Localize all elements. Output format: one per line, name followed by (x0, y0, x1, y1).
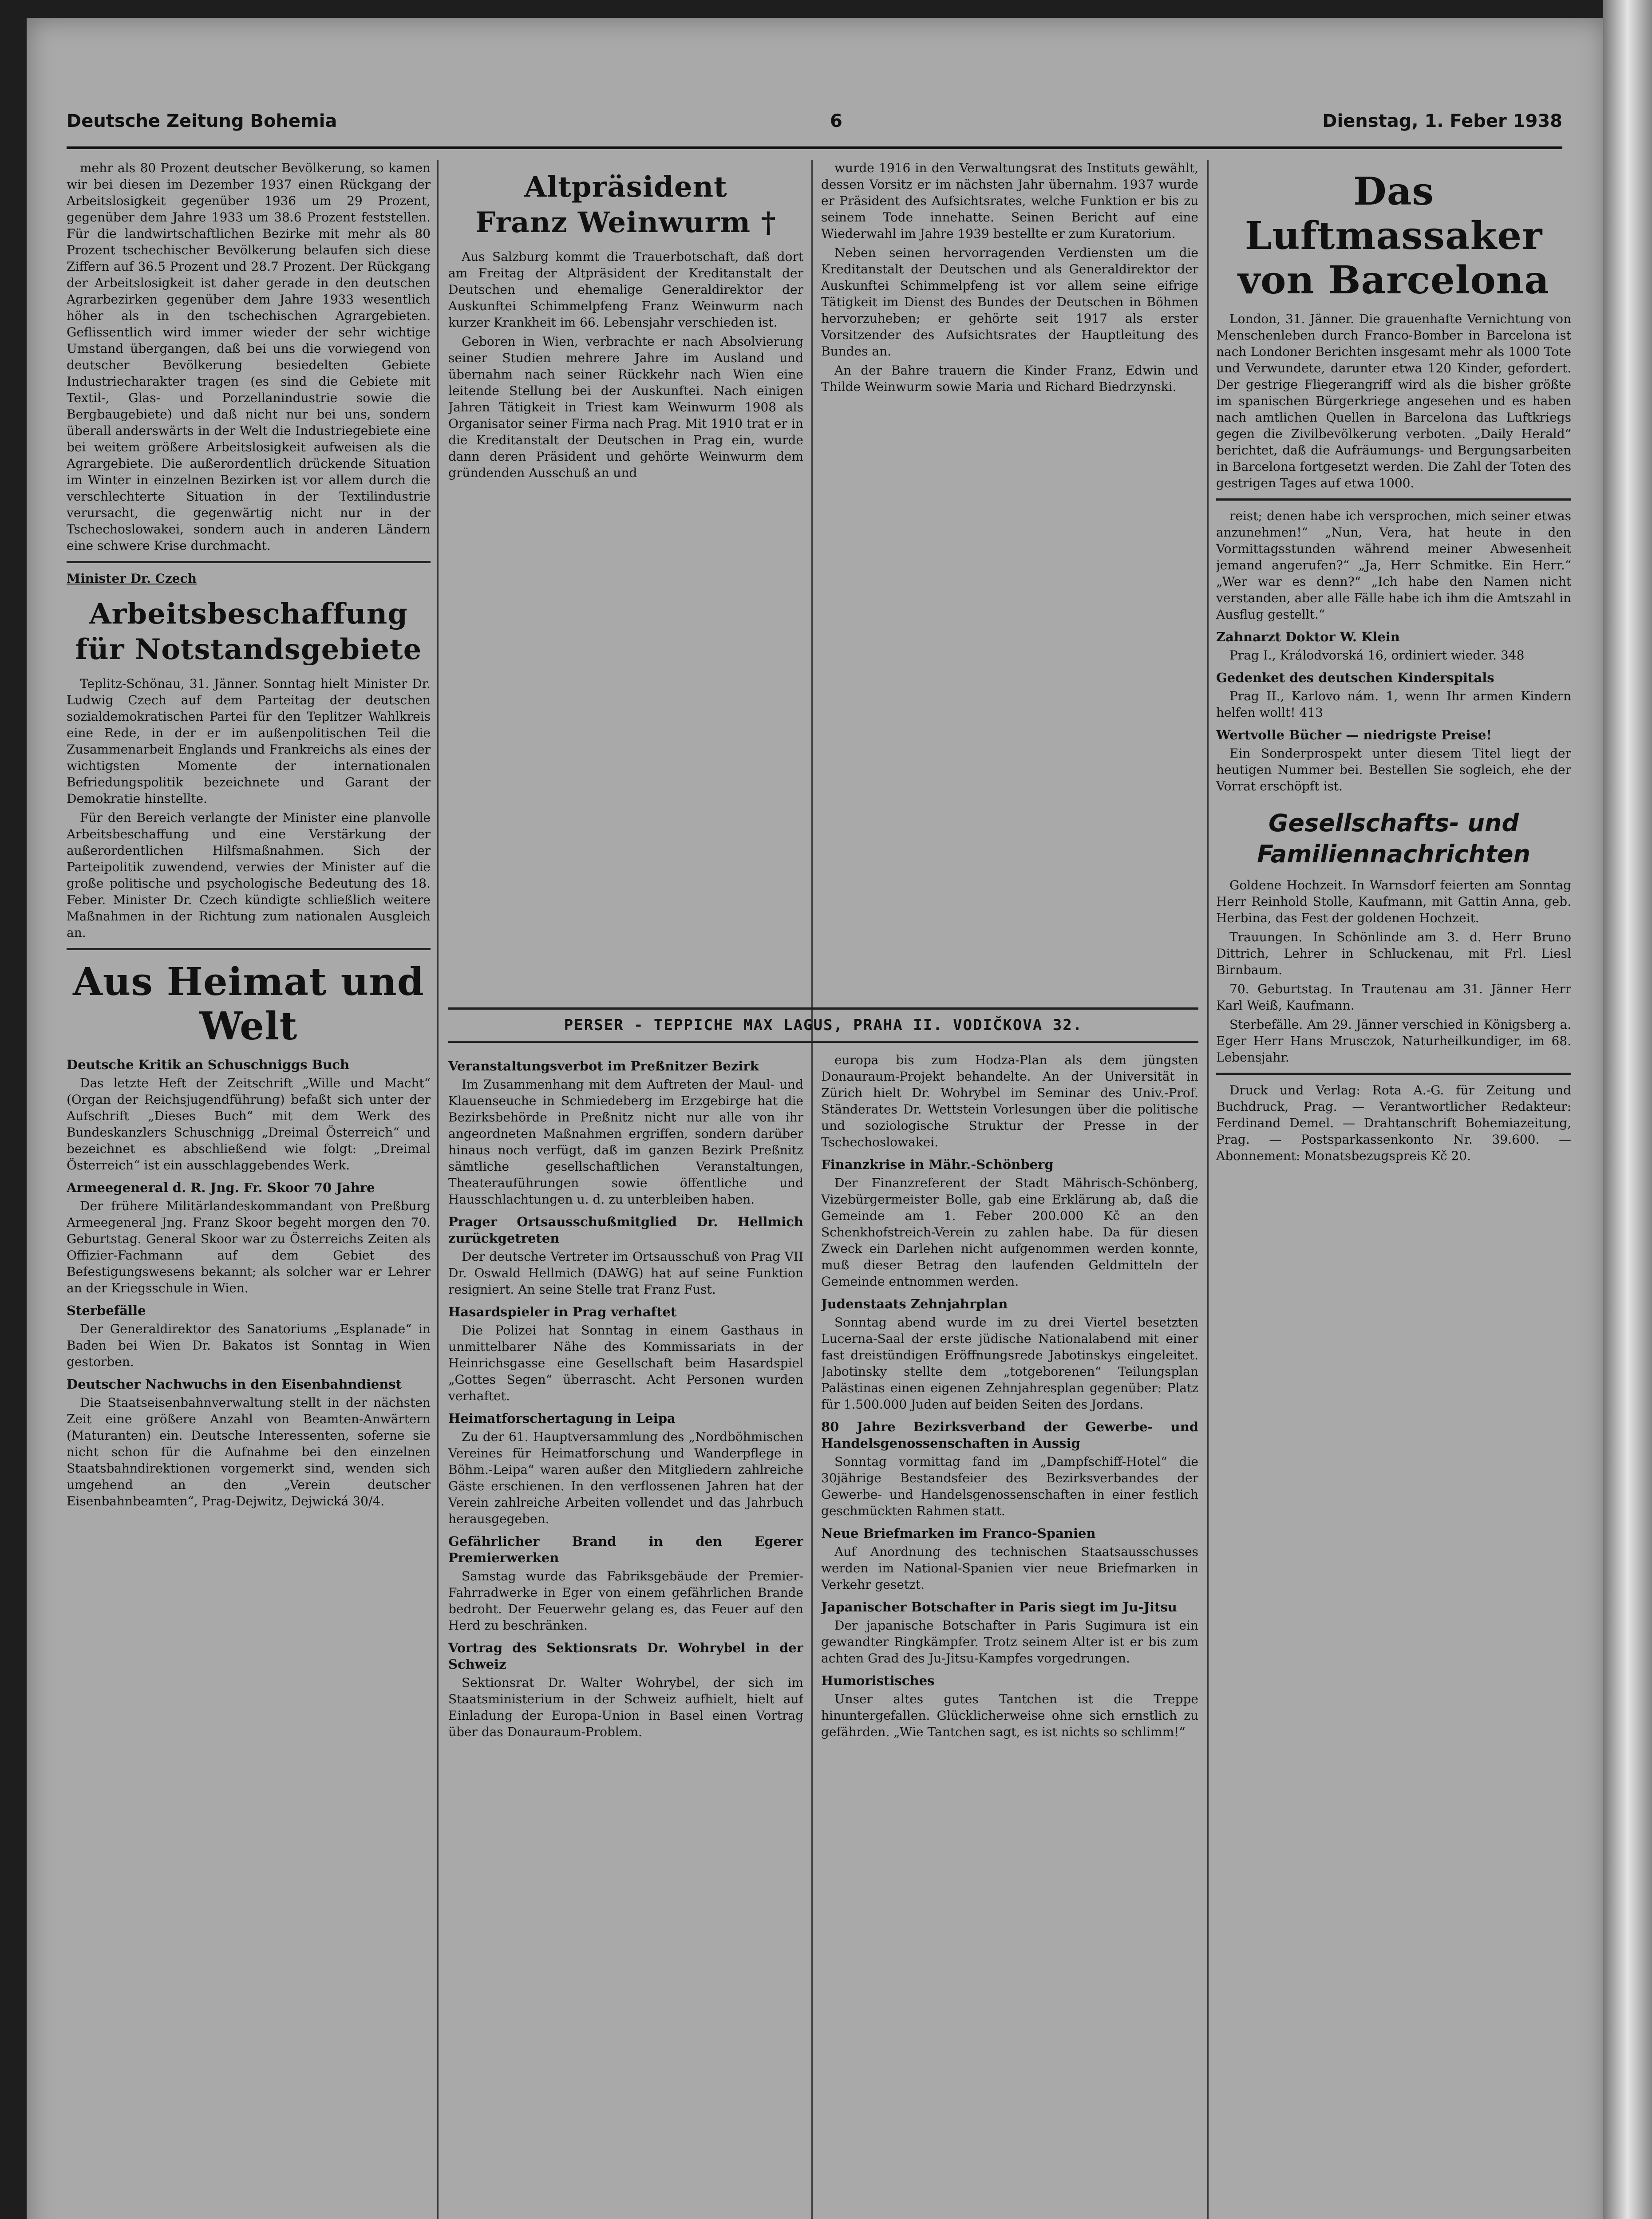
section-title: Veranstaltungsverbot im Preßnitzer Bezirk (448, 1058, 759, 1074)
article-text: Teplitz-Schönau, 31. Jänner. Sonntag hielt Minister Dr. Ludwig Czech auf dem Parteitag der deutschen sozialdemokratischen Partei für den Teplitzer Wahlkreis eine Rede, in der er im außenpolitischen Teil die Zusammenarbeit Englands und Frankreichs als eines der wichtigsten Momente der internationalen Befriedungspolitik bezeichnete und Garant der Demokratie hinstellte. (67, 676, 431, 806)
article-text: Auf Anordnung des technischen Staatsausschusses werden im National-Spanien vier neue Briefmarken in Verkehr gesetzt. (821, 1544, 1198, 1592)
notice-title: Gedenket des deutschen Kinderspitals (1216, 670, 1494, 685)
separator (1216, 498, 1571, 501)
section-title: Sterbefälle (67, 1303, 146, 1318)
headline: Altpräsident Franz Weinwurm † (475, 170, 776, 239)
article-text: London, 31. Jänner. Die grauenhafte Vernichtung von Menschenleben durch Franco-Bomber in Barcelona ist nach Londoner Berichten insgesamt mehr als 1000 Tote und Verwundete, darunter etwa 120 Kinder, gefordert. Der gestrige Fliegerangriff wird als die bisher größte im spanischen Bürgerkriege angesehen und es haben nach amtlichen Quellen in Barcelona das Luftkriegs gegen die Zivilbevölkerung verboten. „Daily Herald“ berichtet, daß die Aufräumungs- und Bergungsarbeiten in Barcelona fortgesetzt werden. Die Zahl der Toten des gestrigen Tages auf etwa 1000. (1216, 312, 1571, 490)
section-headline: Aus Heimat und Welt (73, 959, 424, 1049)
family-news-headline: Gesellschafts- und Familiennachrichten (1257, 809, 1530, 868)
section-title: Japanischer Botschafter in Paris siegt im Ju-Jitsu (821, 1599, 1177, 1615)
section-title: Humoristisches (821, 1673, 935, 1688)
article-text: Im Zusammenhang mit dem Auftreten der Maul- und Klauenseuche in Schmiedeberg im Erzgebirge hat die Bezirksbehörde in Preßnitz nicht nur alle von ihr angeordneten Maßnahmen ergriffen, sondern darüber hinaus noch verfügt, daß im ganzen Bezirk Preßnitz sämtliche gesellschaftlichen Veranstaltungen, Theaterauführungen sowie öffentliche und Hausschlachtungen u. d. zu unterbleiben haben. (448, 1077, 803, 1207)
page-edge (1603, 0, 1652, 2219)
family-item: Trauungen. In Schönlinde am 3. d. Herr Bruno Dittrich, Lehrer in Schluckenau, mit Frl. Liesl Birnbaum. (1216, 930, 1571, 977)
column-divider (811, 160, 813, 2219)
imprint: Druck und Verlag: Rota A.-G. für Zeitung und Buchdruck, Prag. — Verantwortlicher Redakteur: Ferdinand Demel. — Drahtanschrift Bohemiazeitung, Prag. — Postsparkassenkonto Nr. 39.600. — Abonnement: Monatsbezugspreis Kč 20. (1216, 1083, 1571, 1163)
article-text: wurde 1916 in den Verwaltungsrat des Instituts gewählt, dessen Vorsitz er im nächsten Jahr übernahm. 1937 wurde er Präsident des Aufsichtsrates, welche Funktion er bis zu seinem Tode innehatte. Seinen Bericht auf eine Wiederwahl im Jahre 1939 bestellte er zum Kuratorium. (821, 161, 1198, 241)
column-1 (67, 160, 431, 2219)
article-text: Der Finanzreferent der Stadt Mährisch-Schönberg, Vizebürgermeister Bolle, gab eine Erklärung ab, daß die Gemeinde am 1. Feber 200.000 Kč an den Schenkhofstreich-Verein zu zahlen habe. Da für diesen Zweck ein Darlehen nicht aufgenommen werden konnte, muß dieser Betrag den laufenden Geldmitteln der Gemeinde entnommen werden. (821, 1176, 1198, 1289)
article-text: europa bis zum Hodza-Plan als dem jüngsten Donauraum-Projekt behandelte. An der Universität in Zürich hielt Dr. Wohrybel im Seminar des Univ.-Prof. Ständerates Dr. Wettstein Vorlesungen über die politische und soziologische Struktur der Presse in der Tschechoslowakei. (821, 1053, 1198, 1149)
article-text: Unser altes gutes Tantchen ist die Treppe hinuntergefallen. Glücklicherweise ohne sich ernstlich zu gefährden. „Wie Tantchen sagt, es ist nichts so schlimm!“ (821, 1692, 1198, 1739)
running-head (67, 111, 1562, 138)
headline: Arbeitsbeschaffung für Notstandsgebiete (75, 597, 422, 666)
separator (67, 948, 431, 950)
separator (67, 561, 431, 563)
column-2-top (448, 160, 803, 994)
section-title: Deutsche Kritik an Schuschniggs Buch (67, 1057, 350, 1072)
header-rule (67, 146, 1562, 149)
masthead-name: Deutsche Zeitung Bohemia (67, 111, 337, 131)
article-text: Aus Salzburg kommt die Trauerbotschaft, daß dort am Freitag der Altpräsident der Kreditanstalt der Deutschen und ehemalige Generaldirektor der Auskunftei Schimmelpfeng Franz Weinwurm nach kurzer Krankheit im 66. Lebensjahr verschieden ist. (448, 249, 803, 330)
section-title: Prager Ortsausschußmitglied Dr. Hellmich zurückgetreten (448, 1214, 803, 1246)
article-text: Die Staatseisenbahnverwaltung stellt in der nächsten Zeit eine größere Anzahl von Beamten-Anwärtern (Maturanten) ein. Deutsche Interessenten, soferne sie nicht schon für die Aufnahme bei den einzelnen Staatsbahndirektionen vorgemerkt sind, wenden sich umgehend an den „Verein deutscher Eisenbahnbeamten“, Prag-Dejwitz, Dejwická 30/4. (67, 1395, 431, 1508)
article-text: Geboren in Wien, verbrachte er nach Absolvierung seiner Studien mehrere Jahre im Ausland und übernahm nach seiner Rückkehr nach Wien eine leitende Stellung bei der Auskunftei. Nach einigen Jahren Tätigkeit in Triest kam Weinwurm 1908 als Organisator seiner Firma nach Prag. Mit 1910 trat er in die Kreditanstalt der Deutschen in Prag ein, wurde dann deren Präsident und gehörte Weinwurm dem gründenden Ausschuß an und (448, 334, 803, 480)
notice-title: Zahnarzt Doktor W. Klein (1216, 629, 1400, 644)
separator (1216, 1073, 1571, 1075)
article-text: reist; denen habe ich versprochen, mich seiner etwas anzunehmen!“ „Nun, Vera, hat heute in den Vormittagsstunden während meiner Abwesenheit jemand angerufen?“ „Ja, Herr Schmitke. Ein Herr.“ „Wer war es denn?“ „Ich habe den Namen nicht verstanden, aber alle Fälle habe ich ihm die Amtszahl in Ausflug gestellt.“ (1216, 509, 1571, 622)
section-title: Judenstaats Zehnjahrplan (821, 1296, 1008, 1311)
section-title: Heimatforschertagung in Leipa (448, 1411, 676, 1426)
column-2-bottom (448, 1052, 803, 2219)
article-text: Zu der 61. Hauptversammlung des „Nordböhmischen Vereines für Heimatforschung und Wanderpflege in Böhm.-Leipa“ waren außer den Mitgliedern zahlreiche Gäste erschienen. In den verflossenen Jahren hat der Verein zahlreiche Arbeiten vollendet und das Jahrbuch herausgegeben. (448, 1429, 803, 1526)
column-4 (1216, 160, 1571, 2219)
column-3-bottom (821, 1052, 1198, 2219)
article-text: Für den Bereich verlangte der Minister eine planvolle Arbeitsbeschaffung und eine Verstärkung der außerordentlichen Hilfsmaßnahmen. Sich der Parteipolitik zuwendend, verwies der Minister auf die große politische und psychologische Bedeutung des 18. Feber. Minister Dr. Czech kündigte schließlich weitere Maßnahmen in der Richtung zum nationalen Ausgleich an. (67, 810, 431, 940)
family-item: Goldene Hochzeit. In Warnsdorf feierten am Sonntag Herr Reinhold Stolle, Kaufmann, mit Gattin Anna, geb. Herbina, das Fest der goldenen Hochzeit. (1216, 878, 1571, 925)
family-item: 70. Geburtstag. In Trautenau am 31. Jänner Herr Karl Weiß, Kaufmann. (1216, 982, 1571, 1013)
article-text: Der Generaldirektor des Sanatoriums „Esplanade“ in Baden bei Wien Dr. Bakatos ist Sonntag in Wien gestorben. (67, 1322, 431, 1369)
column-divider (1207, 160, 1209, 2219)
section-title: Vortrag des Sektionsrats Dr. Wohrybel in der Schweiz (448, 1640, 803, 1672)
article-text: Die Polizei hat Sonntag in einem Gasthaus in unmittelbarer Nähe des Kommissariats in der Heinrichsgasse eine Gesellschaft beim Hasardspiel „Gottes Segen“ überrascht. Acht Personen wurden verhaftet. (448, 1323, 803, 1403)
issue-date: Dienstag, 1. Feber 1938 (1322, 111, 1562, 131)
notice-text: Ein Sonderprospekt unter diesem Titel liegt der heutigen Nummer bei. Bestellen Sie sogleich, ehe der Vorrat erschöpft ist. (1216, 746, 1571, 794)
notice-text: Prag I., Králodvorská 16, ordiniert wieder. 348 (1229, 648, 1525, 663)
article-text: Sektionsrat Dr. Walter Wohrybel, der sich im Staatsministerium in der Schweiz aufhielt, hielt auf Einladung der Europa-Union in Basel einen Vortrag über das Donauraum-Problem. (448, 1675, 803, 1739)
article-text: Der deutsche Vertreter im Ortsausschuß von Prag VII Dr. Oswald Hellmich (DAWG) hat auf seine Funktion resigniert. An seine Stelle trat Franz Fust. (448, 1249, 803, 1297)
article-text: Der japanische Botschafter in Paris Sugimura ist ein gewandter Ringkämpfer. Trotz seinem Alter ist er bis zum achten Grad des Ju-Jitsu-Kampfes vorgedrungen. (821, 1618, 1198, 1666)
section-title: 80 Jahre Bezirksverband der Gewerbe- und Handelsgenossenschaften in Aussig (821, 1419, 1198, 1451)
headline: Das Luftmassaker von Barcelona (1238, 169, 1549, 303)
page-number: 6 (830, 111, 842, 131)
family-item: Sterbefälle. Am 29. Jänner verschied in Königsberg a. Eger Herr Hans Mrusczok, Naturheilkundiger, im 68. Lebensjahr. (1216, 1017, 1571, 1065)
newspaper-page (27, 18, 1607, 2219)
article-text: Samstag wurde das Fabriksgebäude der Premier-Fahrradwerke in Eger von einem gefährlichen Brande bedroht. Der Feuerwehr gelang es, das Feuer auf den Herd zu beschränken. (448, 1569, 803, 1633)
notice-title: Wertvolle Bücher — niedrigste Preise! (1216, 727, 1492, 742)
advertisement-banner: PERSER - TEPPICHE MAX LAGUS, PRAHA II. VODIČKOVA 32. (448, 1007, 1198, 1043)
article-text: Der frühere Militärlandeskommandant von Preßburg Armeegeneral Jng. Franz Skoor begeht morgen den 70. Geburtstag. General Skoor war zu Österreichs Zeiten als Offizier-Fachmann auf dem Gebiet des Befestigungswesens bekannt; als solcher war er Lehrer an der Kriegsschule in Wien. (67, 1199, 431, 1295)
article-text: mehr als 80 Prozent deutscher Bevölkerung, so kamen wir bei diesen im Dezember 1937 einen Rückgang der Arbeitslosigkeit gegenüber 1936 um 29 Prozent, gegenüber dem Jahre 1933 um 38.6 Prozent feststellen. Für die landwirtschaftlichen Bezirke mit mehr als 80 Prozent tschechischer Bevölkerung belaufen sich diese Ziffern auf 36.5 Prozent und 28.7 Prozent. Der Rückgang der Arbeitslosigkeit ist daher gerade in den deutschen Agrarbezirken gegenüber dem Jahre 1933 wesentlich höher als in den tschechischen Agrargebieten. Geflissentlich wird immer wieder der sehr wichtige Umstand übergangen, daß bei uns die vorwiegend von deutscher Bevölkerung besiedelten Gebiete Industriecharakter tragen (es sind die Gebiete mit Textil-, Glas- und Porzellanindustrie sowie die Bergbaugebiete) und daß nicht nur bei uns, sondern überall anderswärts in der Welt die Industriegebiete eine bei weitem größere Arbeitslosigkeit aufweisen als die Agrargebiete. Die außerordentlich drückende Situation im Winter in einzelnen Bezirken ist vor allem durch die verschlechterte Situation in der Textilindustrie verursacht, die gegenwärtig nicht nur in der Tschechoslowakei, sondern auch in anderen Ländern eine schwere Krise durchmacht. (67, 161, 431, 553)
article-author: Minister Dr. Czech (67, 571, 197, 586)
column-3-top (821, 160, 1198, 994)
article-text: Sonntag vormittag fand im „Dampfschiff-Hotel“ die 30jährige Bestandsfeier des Bezirksverbandes der Gewerbe- und Handelsgenossenschaften in einer festlich geschmückten Rahmen statt. (821, 1454, 1198, 1518)
section-title: Armeegeneral d. R. Jng. Fr. Skoor 70 Jahre (67, 1180, 375, 1195)
section-title: Finanzkrise in Mähr.-Schönberg (821, 1157, 1054, 1172)
column-divider (437, 160, 439, 2219)
article-text: An der Bahre trauern die Kinder Franz, Edwin und Thilde Weinwurm sowie Maria und Richard Biedrzynski. (821, 363, 1198, 394)
article-text: Neben seinen hervorragenden Verdiensten um die Kreditanstalt der Deutschen und als Generaldirektor der Auskunftei Schimmelpfeng ist vor allem seine eifrige Tätigkeit im Dienst des Bundes der Deutschen in Böhmen hervorzuheben; er gehörte seit 1917 als erster Vorsitzender des Aufsichtsrates der Hauptleitung des Bundes an. (821, 245, 1198, 359)
section-title: Deutscher Nachwuchs in den Eisenbahndienst (67, 1377, 402, 1392)
notice-text: Prag II., Karlovo nám. 1, wenn Ihr armen Kindern helfen wollt! 413 (1216, 689, 1571, 720)
section-title: Hasardspieler in Prag verhaftet (448, 1304, 677, 1319)
section-title: Gefährlicher Brand in den Egerer Premierwerken (448, 1534, 803, 1565)
article-text: Das letzte Heft der Zeitschrift „Wille und Macht“ (Organ der Reichsjugendführung) befaßt sich unter der Aufschrift „Dieses Buch“ mit dem Werk des Bundeskanzlers Schuschnigg „Dreimal Österreich“ und bezeichnet es abschließend wie folgt: „Dreimal Österreich“ ist ein ausschlaggebendes Werk. (67, 1076, 431, 1173)
section-title: Neue Briefmarken im Franco-Spanien (821, 1526, 1096, 1541)
article-text: Sonntag abend wurde im zu drei Viertel besetzten Lucerna-Saal der erste jüdische Nationalabend mit einer fast dreistündigen Eröffnungsrede Jabotinskys eingeleitet. Jabotinsky stellte dem „totgeborenen“ Teilungsplan Palästinas einen eigenen Zehnjahresplan gegenüber: Platz für 1.500.000 Juden auf beiden Seiten des Jordans. (821, 1315, 1198, 1412)
